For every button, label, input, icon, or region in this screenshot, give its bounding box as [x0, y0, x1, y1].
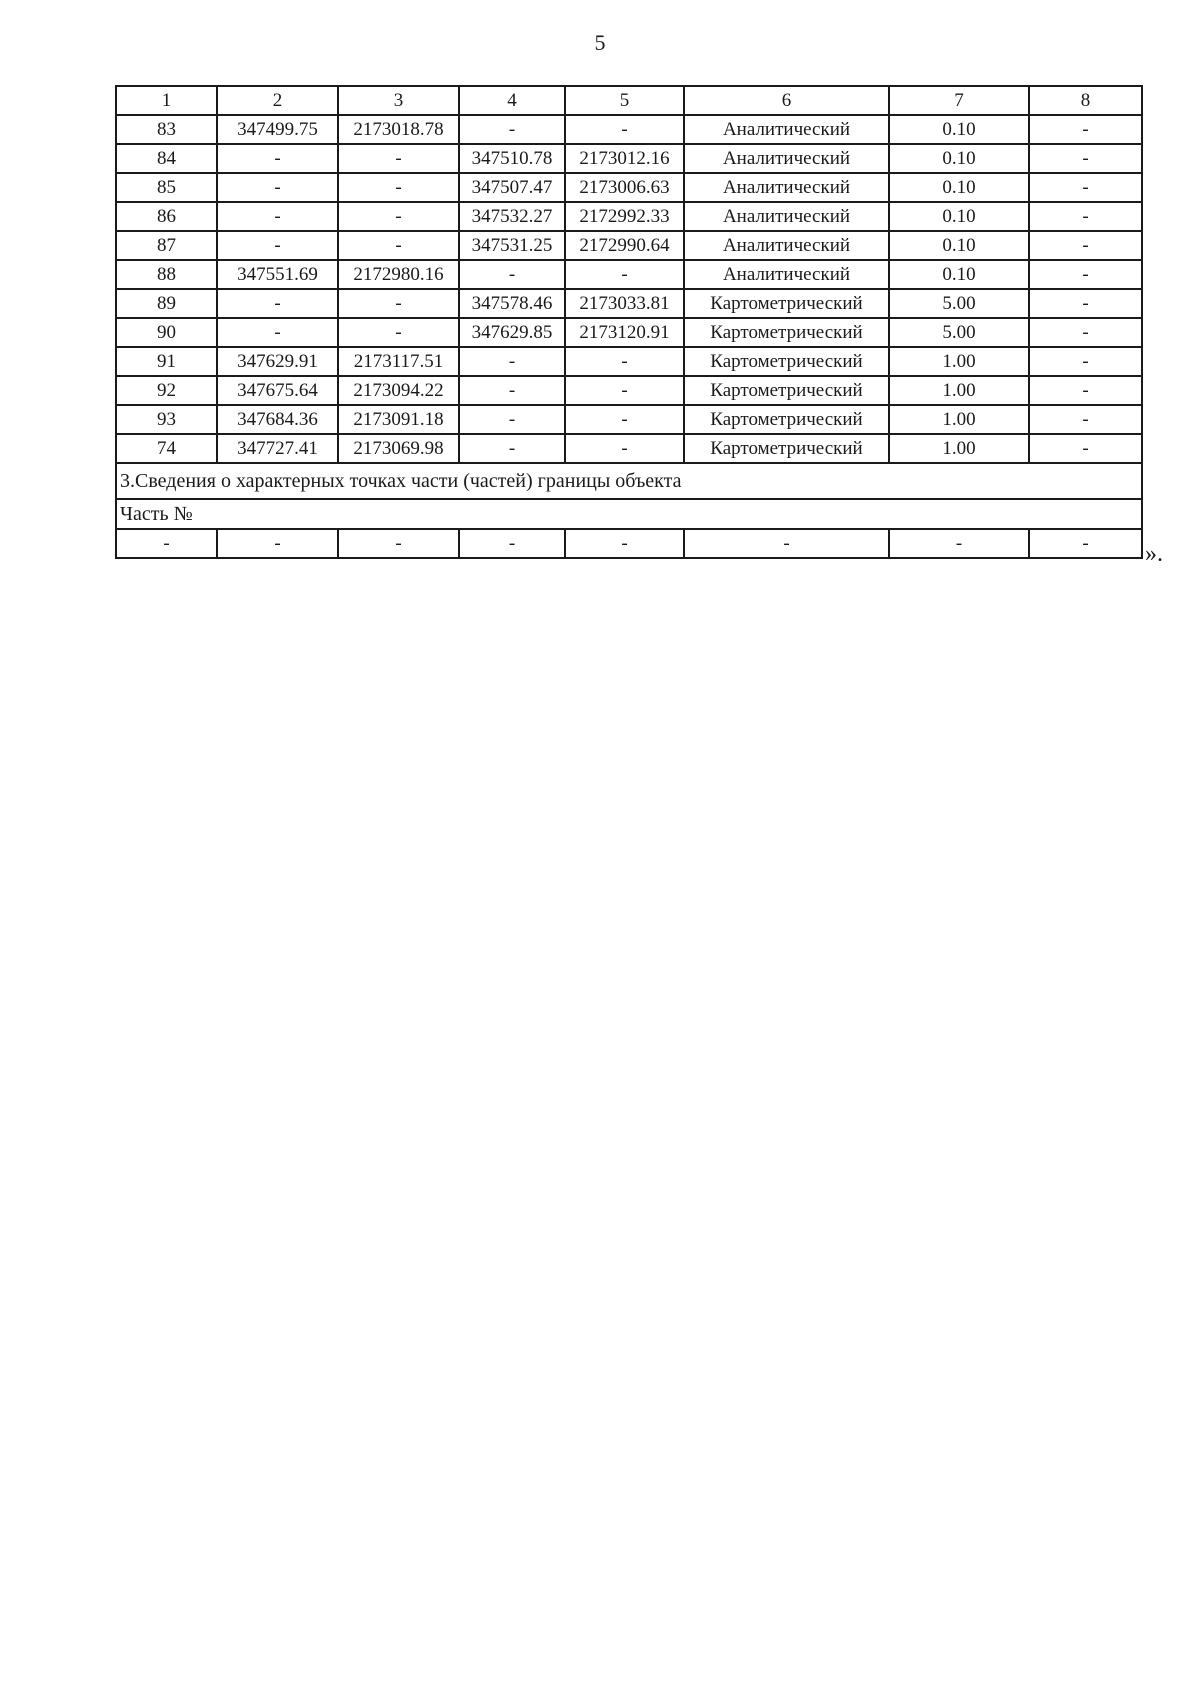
table-cell: - [459, 434, 565, 463]
table-cell: - [338, 173, 459, 202]
table-body [116, 86, 1142, 558]
table-row [116, 529, 1142, 558]
table-cell: - [565, 347, 684, 376]
table-cell: - [217, 144, 338, 173]
table-cell: 347629.85 [459, 318, 565, 347]
table-cell: 2173091.18 [338, 405, 459, 434]
table-cell: - [684, 529, 889, 558]
table-cell: - [1029, 173, 1142, 202]
table-cell: - [1029, 260, 1142, 289]
table-cell: 90 [116, 318, 217, 347]
table-cell: - [217, 529, 338, 558]
table-cell: - [459, 115, 565, 144]
table-cell: - [1029, 376, 1142, 405]
table-cell: 347531.25 [459, 231, 565, 260]
table-cell: 2 [217, 86, 338, 115]
table-cell: 347727.41 [217, 434, 338, 463]
table-cell: - [1029, 405, 1142, 434]
table-row [116, 434, 1142, 463]
table-cell: - [217, 173, 338, 202]
table-cell: - [565, 405, 684, 434]
table-cell: 0.10 [889, 115, 1029, 144]
table-cell: 2173033.81 [565, 289, 684, 318]
table-cell: Аналитический [684, 231, 889, 260]
page-number: 5 [594, 30, 606, 55]
table-row [116, 405, 1142, 434]
table-row [116, 115, 1142, 144]
table-cell: Аналитический [684, 115, 889, 144]
table-cell: 93 [116, 405, 217, 434]
table-cell: - [1029, 202, 1142, 231]
closing-quote-mark: ». [1145, 541, 1163, 567]
table-cell: 347507.47 [459, 173, 565, 202]
table-cell: - [338, 202, 459, 231]
part-label: Часть № [116, 499, 1142, 529]
table-cell: - [565, 434, 684, 463]
table-cell: 6 [684, 86, 889, 115]
table-cell: Аналитический [684, 144, 889, 173]
table-row [116, 231, 1142, 260]
coordinates-table-wrapper [115, 85, 1141, 559]
table-cell: Картометрический [684, 347, 889, 376]
table-cell: Аналитический [684, 202, 889, 231]
table-cell: - [338, 231, 459, 260]
table-cell: 2173069.98 [338, 434, 459, 463]
table-cell: 2173117.51 [338, 347, 459, 376]
table-cell: 0.10 [889, 202, 1029, 231]
table-cell: - [217, 318, 338, 347]
table-cell: 347532.27 [459, 202, 565, 231]
table-cell: 347675.64 [217, 376, 338, 405]
table-cell: 88 [116, 260, 217, 289]
table-cell: 2173018.78 [338, 115, 459, 144]
table-cell: 91 [116, 347, 217, 376]
table-cell: - [459, 405, 565, 434]
table-cell: 3 [338, 86, 459, 115]
table-cell: - [1029, 318, 1142, 347]
table-cell: 347510.78 [459, 144, 565, 173]
table-cell: - [565, 376, 684, 405]
table-cell: - [565, 115, 684, 144]
table-cell: 2172980.16 [338, 260, 459, 289]
table-cell: Картометрический [684, 376, 889, 405]
table-cell: - [338, 144, 459, 173]
table-cell: 1.00 [889, 434, 1029, 463]
table-cell: - [1029, 347, 1142, 376]
table-cell: - [1029, 529, 1142, 558]
table-cell: - [338, 529, 459, 558]
table-cell: 2173006.63 [565, 173, 684, 202]
table-cell: - [459, 529, 565, 558]
table-cell: 2173012.16 [565, 144, 684, 173]
table-cell: 2172992.33 [565, 202, 684, 231]
table-cell: 1.00 [889, 376, 1029, 405]
table-cell: - [565, 529, 684, 558]
table-cell: - [116, 529, 217, 558]
table-row [116, 289, 1142, 318]
table-cell: Картометрический [684, 405, 889, 434]
table-cell: 0.10 [889, 231, 1029, 260]
table-cell: - [459, 376, 565, 405]
table-cell: - [565, 260, 684, 289]
table-cell: 1.00 [889, 405, 1029, 434]
table-cell: - [1029, 289, 1142, 318]
table-cell: - [1029, 115, 1142, 144]
table-cell: Аналитический [684, 173, 889, 202]
table-row [116, 202, 1142, 231]
table-cell: 5.00 [889, 318, 1029, 347]
section-title: 3.Сведения о характерных точках части (частей) границы объекта [116, 463, 1142, 499]
table-cell: - [889, 529, 1029, 558]
table-cell: 8 [1029, 86, 1142, 115]
coordinates-table [115, 85, 1143, 559]
table-cell: 0.10 [889, 173, 1029, 202]
table-cell: 86 [116, 202, 217, 231]
table-cell: - [217, 289, 338, 318]
table-row [116, 144, 1142, 173]
part-label-row [116, 499, 1142, 529]
table-cell: 2173120.91 [565, 318, 684, 347]
table-header-row [116, 86, 1142, 115]
table-cell: 1.00 [889, 347, 1029, 376]
table-cell: - [459, 347, 565, 376]
table-row [116, 376, 1142, 405]
table-cell: Картометрический [684, 318, 889, 347]
table-cell: - [338, 318, 459, 347]
table-cell: 83 [116, 115, 217, 144]
table-cell: 5 [565, 86, 684, 115]
table-cell: Аналитический [684, 260, 889, 289]
table-row [116, 173, 1142, 202]
table-cell: 89 [116, 289, 217, 318]
table-cell: - [338, 289, 459, 318]
table-cell: Картометрический [684, 434, 889, 463]
table-cell: - [217, 202, 338, 231]
section-title-row [116, 463, 1142, 499]
table-cell: - [217, 231, 338, 260]
table-cell: 74 [116, 434, 217, 463]
table-cell: 2172990.64 [565, 231, 684, 260]
table-cell: 84 [116, 144, 217, 173]
table-cell: 92 [116, 376, 217, 405]
table-cell: - [1029, 144, 1142, 173]
table-cell: 7 [889, 86, 1029, 115]
table-cell: 4 [459, 86, 565, 115]
table-row [116, 347, 1142, 376]
table-cell: 0.10 [889, 144, 1029, 173]
table-cell: 2173094.22 [338, 376, 459, 405]
table-row [116, 318, 1142, 347]
table-cell: - [1029, 434, 1142, 463]
table-cell: 87 [116, 231, 217, 260]
table-cell: 347629.91 [217, 347, 338, 376]
table-cell: 347551.69 [217, 260, 338, 289]
table-cell: 85 [116, 173, 217, 202]
table-cell: 1 [116, 86, 217, 115]
table-cell: 347684.36 [217, 405, 338, 434]
table-cell: - [1029, 231, 1142, 260]
table-cell: 5.00 [889, 289, 1029, 318]
table-cell: 347499.75 [217, 115, 338, 144]
table-row [116, 260, 1142, 289]
table-cell: Картометрический [684, 289, 889, 318]
table-cell: 0.10 [889, 260, 1029, 289]
table-cell: - [459, 260, 565, 289]
table-cell: 347578.46 [459, 289, 565, 318]
